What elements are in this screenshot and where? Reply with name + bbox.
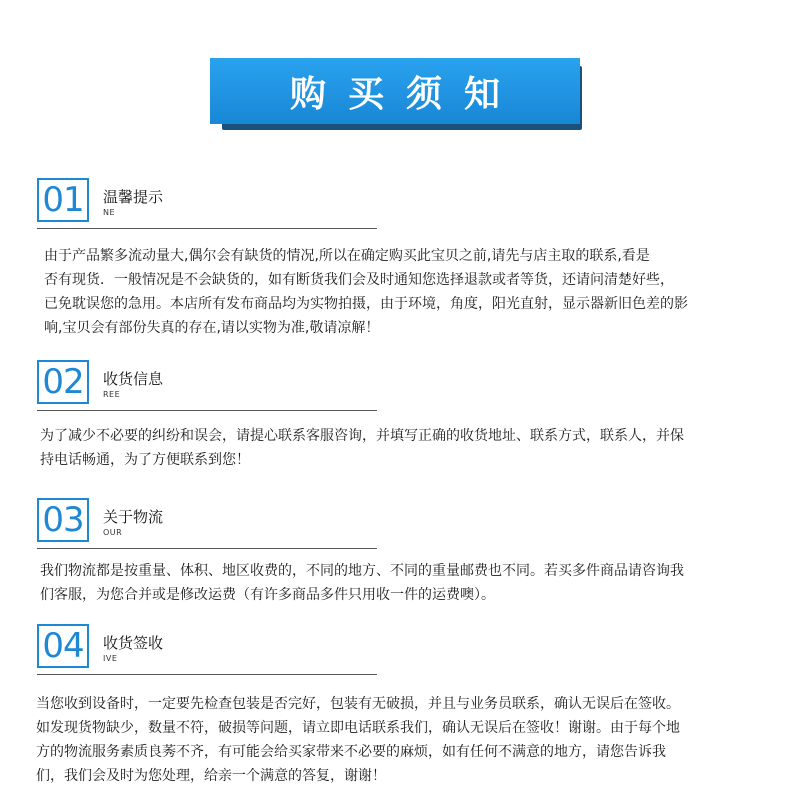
section-divider [37,228,377,229]
body-line: 响,宝贝会有部份失真的存在,请以实物为准,敬请凉解！ [44,320,380,336]
section-number-box [37,360,89,404]
body-line: 如发现货物缺少，数量不符，破损等问题，请立即电话联系我们，确认无误后在签收！谢谢。由于每个地 [36,720,680,736]
section-divider [37,674,377,675]
section-number-box [37,624,89,668]
section-number: 04 [42,626,84,666]
title-banner [210,58,580,124]
section-title: 温馨提示 [103,188,164,206]
body-line: 们，我们会及时为您处理，给亲一个满意的答复，谢谢！ [36,768,386,784]
section-header-3 [37,498,377,550]
banner-title: 购买须知 [289,73,522,115]
section-divider [37,410,377,411]
section-subtitle: REE [103,390,121,399]
section-number: 02 [42,362,84,402]
body-line: 持电话畅通，为了方便联系到您！ [40,452,250,468]
body-line: 我们物流都是按重量、体积、地区收费的，不同的地方、不同的重量邮费也不同。若买多件商品请咨询我 [40,563,684,579]
section-number-box [37,498,89,542]
body-line: 由于产品繁多流动量大,偶尔会有缺货的情况,所以在确定购买此宝贝之前,请先与店主取的联系,看是 [44,248,650,264]
section-number-box [37,178,89,222]
section-number: 03 [42,500,84,540]
body-line: 当您收到设备时，一定要先检查包装是否完好，包装有无破损，并且与业务员联系，确认无误后在签收。 [36,696,680,712]
section-title: 收货信息 [103,370,164,388]
section-title: 收货签收 [103,634,164,652]
section-header-4 [37,624,377,676]
section-subtitle: OUR [103,528,123,537]
section-body-4 [36,692,680,788]
section-number: 01 [42,180,84,220]
section-header-1 [37,178,377,230]
section-title: 关于物流 [103,508,164,526]
body-line: 为了减少不必要的纠纷和误会，请提心联系客服咨询，并填写正确的收货地址、联系方式，联系人，并保 [40,428,684,444]
section-body-3 [40,559,684,607]
section-subtitle: NE [103,208,116,217]
section-body-2 [40,424,684,472]
section-body-1 [44,244,688,340]
body-line: 否有现货．一般情况是不会缺货的，如有断货我们会及时通知您选择退款或者等货，还请问清楚好些， [44,272,674,288]
body-line: 已免耽误您的急用。本店所有发布商品均为实物拍摄，由于环境，角度，阳光直射，显示器新旧色差的影 [44,296,688,312]
body-line: 方的物流服务素质良莠不齐，有可能会给买家带来不必要的麻烦，如有任何不满意的地方，请您告诉我 [36,744,666,760]
section-divider [37,548,377,549]
body-line: 们客服，为您合并或是修改运费（有许多商品多件只用收一件的运费噢）。 [40,587,495,603]
section-subtitle: IVE [103,654,118,663]
section-header-2 [37,360,377,412]
